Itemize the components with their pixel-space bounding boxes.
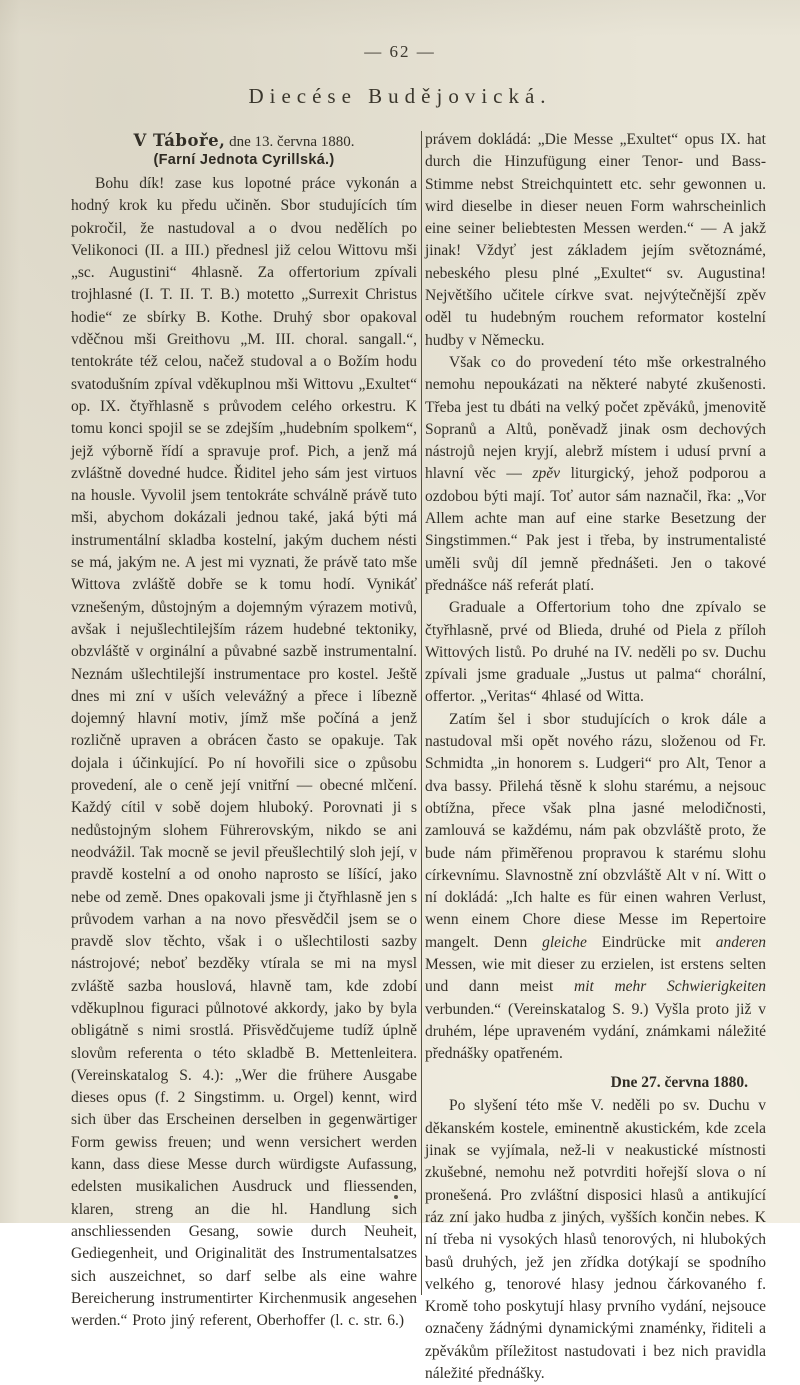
paragraph-right-3: Graduale a Offertorium toho dne zpívalo se čtyřhlasně, prvé od Blieda, druhé od Piela z příloh Wittových listů. Po druhé na IV. neděli po sv. Duchu zpívali jsme graduale „Justus ut palma“ chorální, offertor. „Veritas“ 4hlasé od Witta.	[425, 599, 766, 706]
column-divider	[421, 131, 422, 1295]
text-segment: Messen, wie mit dieser zu erzielen, ist erstens selten und dann meist	[425, 955, 766, 996]
left-column	[71, 129, 417, 1385]
dateline-place: V Táboře,	[133, 131, 226, 150]
paragraph-right-2	[425, 352, 766, 597]
paragraph-right-5: Po slyšení této mše V. neděli po sv. Duchu v děkanském kostele, eminentně akustickém, kde zcela jinak se vyjímala, než-li v neakustické místnosti zkušebné, nemohu než potvrditi hořejší slova o ní pronešená. Pro zvláštní disposici hlasů a antikující ráz zní jako hudba z jiných, vyšších končin nebes. K ní třeba ni vysokých hlasů tenorových, ni hlubokých basů druhých, jež jen zřídka dotýkají se spodního velkého g, tenorové hlasy jednou čárkovaného f. Kromě toho poskytují hlasy prvního vydání, nejsouce označeny žádnými dynamickými znaménky, řiditeli a zpěvákům příležitost nastudovati i bez nich pravidla náležité přednášky.	[425, 1097, 766, 1383]
text-segment: verbunden.“ (Vereinskatalog S. 9.) Vyšla proto již v druhém, lépe upraveném vydání, známkami náležité přednášky opatřeném.	[425, 1000, 766, 1063]
dateline	[71, 131, 417, 151]
dateline-date: dne 13. června 1880.	[225, 134, 355, 150]
text-segment: Zatím šel i sbor studujících o krok dále a nastudoval mši opět nového rázu, složenou od Fr. Schmidta „in honorem s. Ludgeri“ pro Alt, Tenor a dva bassy. Přilehá těsně k slohu starému, a nejsouc obtížna, přece však plna jasné melodičnosti, zamlouvá se každému, nám pak obzvláště proto, že bude nám přiměřenou propravou k starému slohu církevnímu. Slavnostně zní obzvláště Alt v ní. Witt o ní dokládá: „Ich halte es für einen wahren Verlust, wenn einem Chore diese Messe im Repertoire mangelt. Denn	[425, 710, 766, 951]
right-column	[425, 129, 766, 1385]
page-number: — 62 —	[364, 42, 436, 61]
italic-text: anderen	[715, 933, 766, 951]
text-segment: liturgický, jehož podporou a ozdobou býti mají. Toť autor sám naznačil, řka: „Vor Allem achte man auf eine starke Besetzung der Singstimmen.“ Pak jest i třeba, by instrumentalisté uměli svůj díl jemně přednášeti. Jen o takové přednášce náš referát platí.	[425, 465, 766, 594]
paragraph-right-4	[425, 709, 766, 1066]
paragraph-right-1: právem dokládá: „Die Messe „Exultet“ opus IX. hat durch die Hinzufügung einer Tenor- und Bass-Stimme nebst Streichquintett etc. sehr gewonnen u. wird dieselbe in dieser neuen Form wahrscheinlich eine seiner beliebtesten Messen werden.“ — A jakž jinak! Vždyť jest základem jejím světoznámé, nebeského plesu plné „Exultet“ sv. Augustina! Největšího učitele církve svat. nejvýtečnější zpěv oděl tu hudebným rouchem reformator kostelní hudby v Německu.	[425, 131, 766, 349]
text-segment: Eindrücke mit	[586, 933, 716, 951]
italic-text: mit mehr Schwierigkeiten	[574, 978, 767, 996]
italic-text: gleiche	[542, 933, 587, 951]
text-columns	[0, 129, 800, 1385]
printers-mark-dot	[394, 1195, 398, 1199]
text-segment: Však co do provedení této mše orkestralného nemohu nepoukázati na některé nabyté zkušenosti. Třeba jest tu dbáti na velký počet zpěváků, jmenovitě Sopranů a Altů, poněvadž jinak osm dechových nástrojů nejen kryjí, alebrž místem i udusí první a hlavní věc —	[425, 353, 766, 483]
paragraph-left-1: Bohu dík! zase kus lopotné práce vykonán a hodný krok ku předu učiněn. Sbor studujících tím pokročil, že nastudoval a o dvou nedělích po Velikonoci (II. a III.) přednesl již celou Wittovu mši „sc. Augustini“ 4hlasně. Za offertorium zpívali trojhlasné (I. T. II. T. B.) motetto „Surrexit Christus hodie“ ze sbírky B. Kothe. Druhý sbor opakoval vděčnou mši Greithovu „M. III. choral. sangall.“, tentokráte též celou, načež studoval a o Božím hodu svatodušním zpíval vděkuplnou mši Wittovu „Exultet“ op. IX. čtyřhlasně s průvodem celého orkestru. K tomu konci spojil se se zdejším „hudebním spolkem“, jejž výborně řídí a spravuje prof. Pich, a jenž má zvláštně dovedné hudce. Řiditel jeho sám jest virtuos na housle. Vyvolil jsem tentokráte schválně právě tuto mši, abychom dokázali jednou také, jaká býti má instrumentální skladba kostelní, jakým duchem nésti se má, jakým ne. A jest mi vyznati, že právě tato mše Wittova zvláště dobře se k tomu hodí. Vynikáť vznešeným, důstojným a dojemným výrazem motivů, avšak i nejušlechtilejším rázem hudebné tektoniky, obzvláště v orginální a půvabné sazbě instrumentalní. Neznám ušlechtilejší instrumentace pro kostel. Ještě dnes mi zní v uších velevážný a přece i líbezně dojemný hlavní motiv, jímž mše počíná a jenž rozličně upraven a obrácen často se opakuje. Tak dojala i účinkující. Po ní hovořili sice o způsobu provedení, ale o ceně její vnitřní — obecné mlčení. Každý cítil v sobě dojem hluboký. Porovnati ji s nedůstojným slohem Führerovským, nikdo se ani neodvážil. Tak mocně se jevil přeušlechtilý sloh její, v pravdě kostelní a od onoho naprosto se líšící, jako nebe od země. Dnes opakovali jsme ji čtyřhlasně jen s průvodem varhan a na novo přesvědčil jsem se o pravdě slov těchto, však i o ušlechtilosti sazby nástrojové; neboť bezděky vtírala se mi na mysl zvláště sazba houslová, hlavně tam, kde zdobí vděkuplnou figuraci půlnotové akkordy, jako by byla obligátně s nimi srostlá. Přisvědčujeme tudíž úplně slovům referenta o této skladbě B. Mettenleitera. (Vereinskatalog S. 4.): „Wer die frühere Ausgabe dieses opus (f. 2 Singstimm. u. Orgel) kennt, wird sich über das Erscheinen derselben in gegenwärtiger Form gewiss freuen; und wenn versichert werden kann, dass diese Messe durch würdigste Aufassung, edelsten musikalichen Ausdruck und fliessenden, klaren, streng an die hl. Handlung sich anschliessenden Gesang, sowie durch Neuheit, Gediegenheit, und Originalität des Instrumentalsatzes sich auszeichnet, so darf selbe als eine wahre Bereicherung instrumentirter Kirchenmusik angesehen werden.“ Proto jiný referent, Oberhoffer (l. c. str. 6.)	[71, 175, 417, 1330]
article-subtitle: (Farní Jednota Cyrillská.)	[153, 152, 335, 168]
italic-text: zpěv	[532, 465, 560, 483]
section-title: Diecése Budějovická.	[248, 84, 552, 108]
date-heading: Dne 27. června 1880.	[610, 1074, 748, 1092]
